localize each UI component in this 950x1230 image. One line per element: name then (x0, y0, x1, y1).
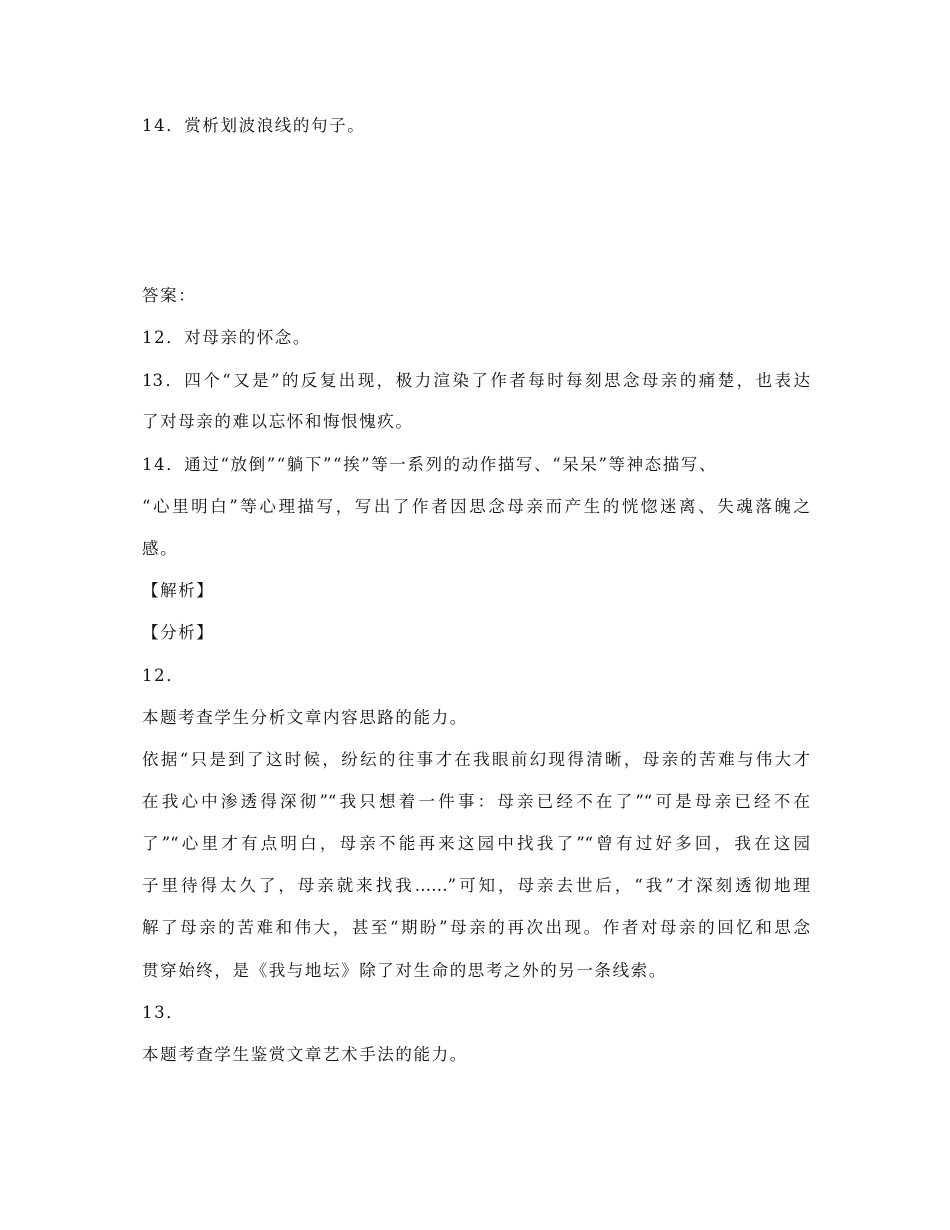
question-14: 14．赏析划波浪线的句子。 (142, 116, 366, 135)
answer-12: 12．对母亲的怀念。 (142, 328, 311, 347)
analysis-12-number: 12． (142, 666, 185, 685)
jiexi-label: 【解析】 (142, 581, 215, 600)
fenxi-label: 【分析】 (142, 623, 215, 642)
answer-heading: 答案： (142, 286, 197, 305)
analysis-12-intro: 本题考查学生分析文章内容思路的能力。 (142, 708, 468, 727)
analysis-13-number: 13． (142, 1003, 185, 1022)
analysis-12-line-3: 了”“心里才有点明白，母亲不能再来这园中找我了”“曾有过好多回，我在这园 (142, 834, 810, 853)
analysis-12-line-5: 解了母亲的苦难和伟大，甚至“期盼”母亲的再次出现。作者对母亲的回忆和思念 (142, 918, 810, 937)
analysis-12-line-4: 子里待得太久了，母亲就来找我……”可知，母亲去世后，“我”才深刻透彻地理 (142, 876, 810, 895)
analysis-13-intro: 本题考查学生鉴赏文章艺术手法的能力。 (142, 1045, 468, 1064)
answer-13-line-1: 13．四个“又是”的反复出现，极力渲染了作者每时每刻思念母亲的痛楚，也表达 (142, 371, 810, 390)
analysis-12-line-6: 贯穿始终，是《我与地坛》除了对生命的思考之外的另一条线索。 (142, 961, 667, 980)
answer-13-line-2: 了对母亲的难以忘怀和悔恨愧疚。 (142, 412, 414, 431)
answer-14-line-3: 感。 (142, 539, 179, 558)
answer-14-line-2: “心里明白”等心理描写，写出了作者因思念母亲而产生的恍惚迷离、失魂落魄之 (142, 497, 810, 516)
analysis-12-line-2: 在我心中渗透得深彻”“我只想着一件事：母亲已经不在了”“可是母亲已经不在 (142, 792, 810, 811)
analysis-12-line-1: 依据“只是到了这时候，纷纭的往事才在我眼前幻现得清晰，母亲的苦难与伟大才 (142, 750, 810, 769)
answer-14-line-1: 14．通过“放倒”“躺下”“挨”等一系列的动作描写、“呆呆”等神态描写、 (142, 455, 718, 474)
